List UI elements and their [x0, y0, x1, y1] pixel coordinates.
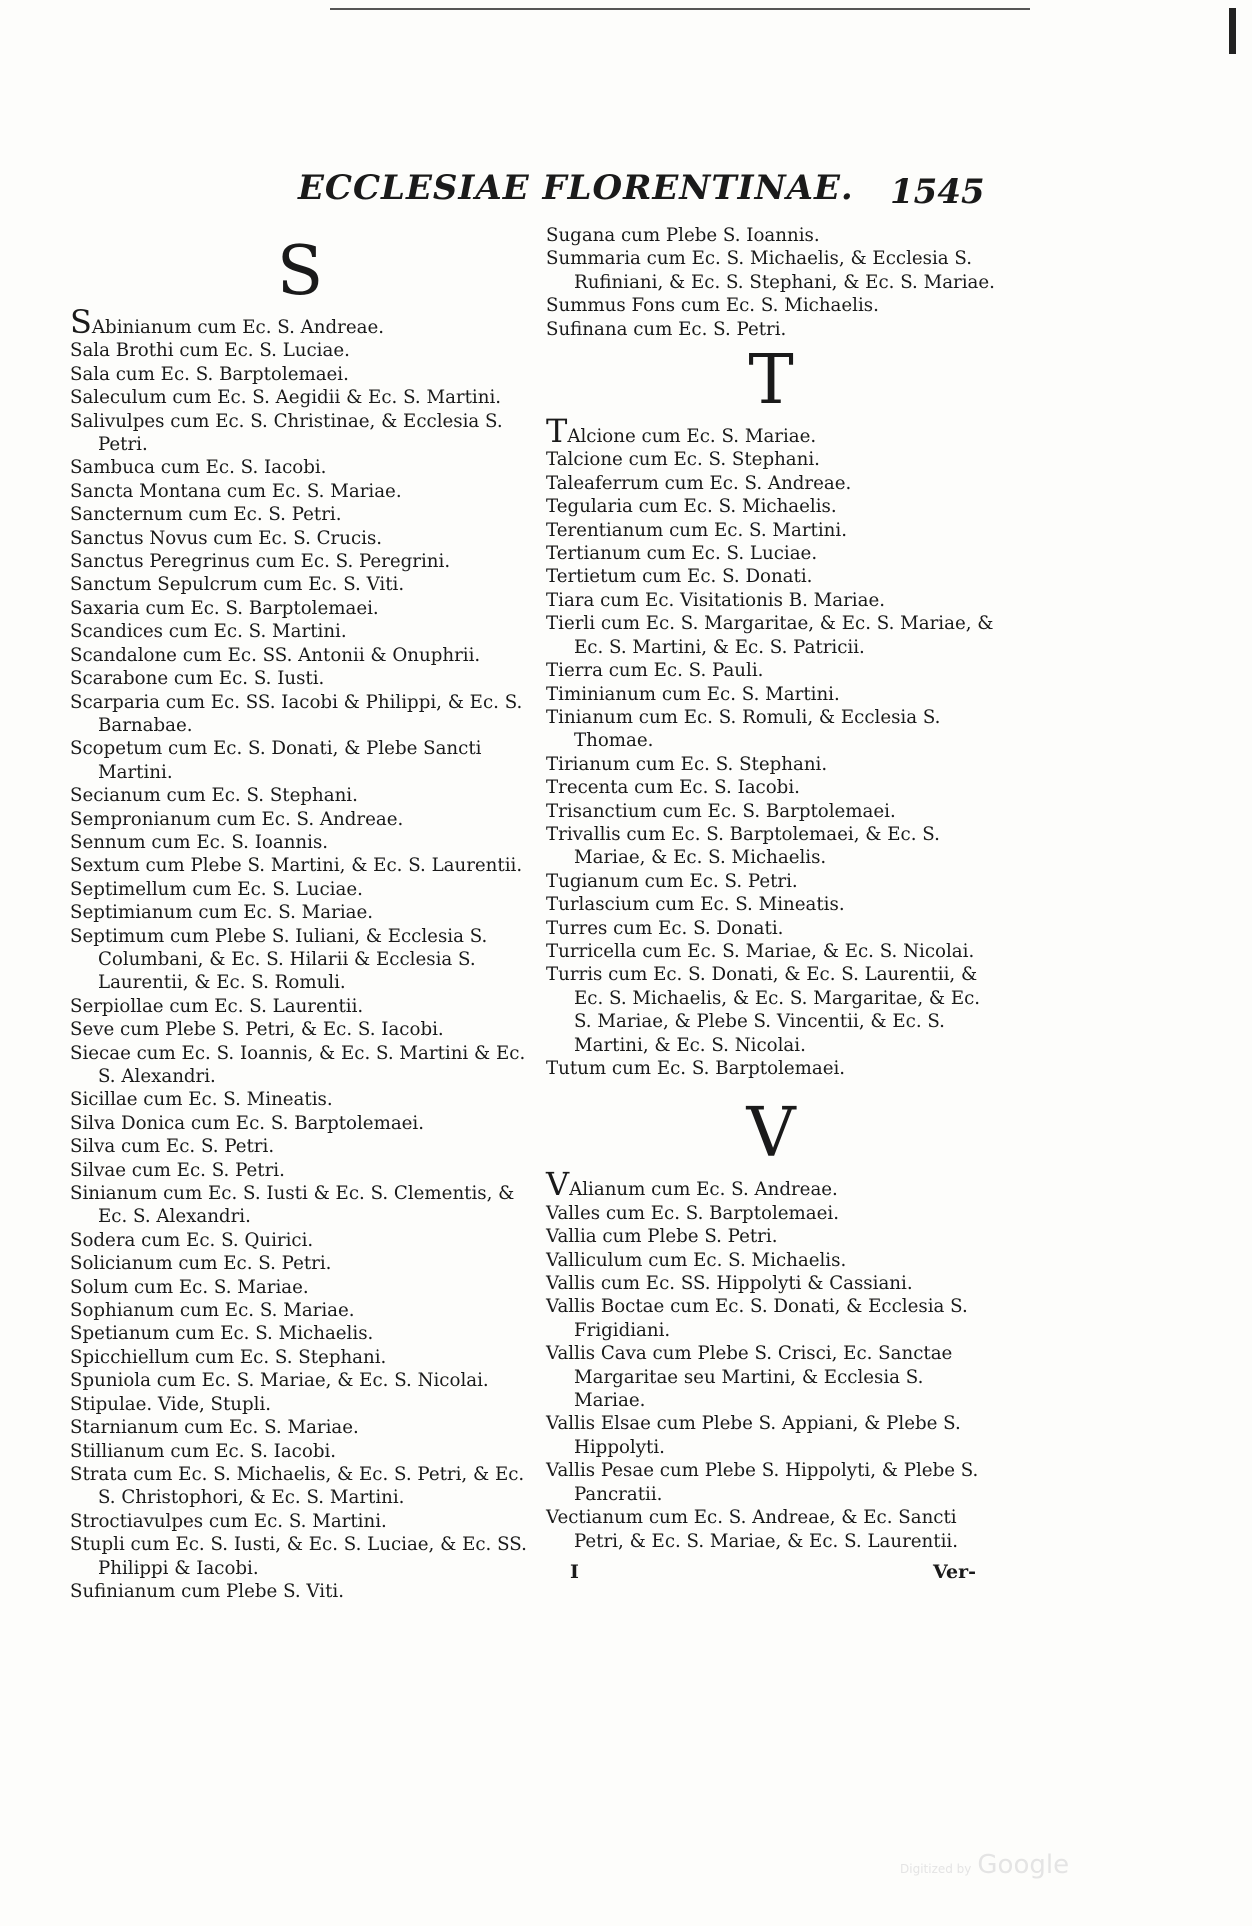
first-entry-v	[546, 1165, 996, 1204]
index-entry: Spicchiellum cum Ec. S. Stephani.	[70, 1346, 387, 1368]
first-entry-s	[70, 303, 530, 341]
index-entry: Tierra cum Ec. S. Pauli.	[546, 660, 764, 682]
index-entry: Solicianum cum Ec. S. Petri.	[70, 1253, 332, 1275]
digitized-watermark	[900, 1850, 1069, 1880]
left-column	[70, 232, 530, 1603]
initial-t: T	[546, 412, 568, 451]
watermark-brand: Google	[977, 1850, 1070, 1880]
catchword-line	[546, 1553, 996, 1584]
index-entry: Sennum cum Ec. S. Ioannis.	[70, 831, 329, 853]
index-entry: Sempronianum cum Ec. S. Andreae.	[70, 808, 404, 830]
index-entry: Sufinana cum Ec. S. Petri.	[546, 318, 787, 340]
index-entry: Vectianum cum Ec. S. Andreae, & Ec. Sancti Petri, & Ec. S. Mariae, & Ec. S. Laurentii.	[546, 1507, 958, 1552]
index-entry: Spuniola cum Ec. S. Mariae, & Ec. S. Nicolai.	[70, 1370, 489, 1392]
first-entry-text: Alcione cum Ec. S. Mariae.	[567, 426, 817, 448]
index-entry: Solum cum Ec. S. Mariae.	[70, 1276, 309, 1298]
index-entry: Septimum cum Plebe S. Iuliani, & Ecclesia S. Columbani, & Ec. S. Hilarii & Ecclesia S. Laurentii, & Ec. S. Romuli.	[70, 925, 488, 994]
index-entry: Scarabone cum Ec. S. Iusti.	[70, 668, 325, 690]
initial-s: S	[70, 303, 92, 341]
index-entry: Sancta Montana cum Ec. S. Mariae.	[70, 480, 402, 502]
index-entry: Vallis Cava cum Plebe S. Crisci, Ec. Sanctae Margaritae seu Martini, & Ecclesia S. Mariae.	[546, 1343, 953, 1412]
first-entry-t	[546, 412, 996, 451]
first-entry-text: Alianum cum Ec. S. Andreae.	[569, 1179, 838, 1201]
right-column	[546, 224, 996, 1584]
index-entry: Vallis Pesae cum Plebe S. Hippolyti, & Plebe S. Pancratii.	[546, 1460, 979, 1505]
index-entry: Stupli cum Ec. S. Iusti, & Ec. S. Luciae, & Ec. SS. Philippi & Iacobi.	[70, 1534, 527, 1579]
index-entry: Tegularia cum Ec. S. Michaelis.	[546, 496, 837, 518]
right-top-list	[546, 224, 996, 341]
index-entry: Saleculum cum Ec. S. Aegidii & Ec. S. Martini.	[70, 387, 502, 409]
index-entry: Sanctum Sepulcrum cum Ec. S. Viti.	[70, 574, 405, 596]
index-entry: Stipulae. Vide, Stupli.	[70, 1393, 272, 1415]
index-entry: Starnianum cum Ec. S. Mariae.	[70, 1417, 359, 1439]
index-entry: Talcione cum Ec. S. Stephani.	[546, 449, 820, 471]
index-entry: Strata cum Ec. S. Michaelis, & Ec. S. Petri, & Ec. S. Christophori, & Ec. S. Martini.	[70, 1463, 525, 1509]
section-letter-s: S	[276, 232, 324, 311]
index-entry: Tugianum cum Ec. S. Petri.	[546, 870, 798, 892]
initial-v: V	[546, 1165, 570, 1204]
index-entry: Scarparia cum Ec. SS. Iacobi & Philippi, & Ec. S. Barnabae.	[70, 691, 523, 736]
section-letter-t: T	[748, 341, 794, 421]
index-entry: Saxaria cum Ec. S. Barptolemaei.	[70, 597, 379, 619]
v-entry-list	[546, 1202, 996, 1553]
index-entry: Sala cum Ec. S. Barptolemaei.	[70, 363, 349, 385]
index-entry: Vallis cum Ec. SS. Hippolyti & Cassiani.	[546, 1273, 913, 1295]
running-title: ECCLESIAE FLORENTINAE.	[298, 168, 854, 208]
watermark-small-text: Digitized by	[900, 1862, 972, 1876]
index-entry: Sugana cum Plebe S. Ioannis.	[546, 225, 820, 246]
index-entry: Tiara cum Ec. Visitationis B. Mariae.	[546, 589, 886, 611]
index-entry: Sala Brothi cum Ec. S. Luciae.	[70, 340, 350, 362]
index-entry: Septimellum cum Ec. S. Luciae.	[70, 878, 363, 900]
index-entry: Sodera cum Ec. S. Quirici.	[70, 1229, 314, 1251]
first-entry-text: Abinianum cum Ec. S. Andreae.	[91, 317, 385, 338]
index-entry: Stroctiavulpes cum Ec. S. Martini.	[70, 1510, 387, 1532]
index-entry: Silva cum Ec. S. Petri.	[70, 1136, 275, 1158]
index-entry: Tutum cum Ec. S. Barptolemaei.	[546, 1058, 846, 1079]
top-edge-rule	[330, 8, 1030, 10]
index-entry: Taleaferrum cum Ec. S. Andreae.	[546, 472, 852, 494]
index-entry: Silvae cum Ec. S. Petri.	[70, 1159, 285, 1181]
index-entry: Turricella cum Ec. S. Mariae, & Ec. S. Nicolai.	[546, 940, 975, 962]
index-entry: Salivulpes cum Ec. S. Christinae, & Ecclesia S. Petri.	[70, 410, 503, 456]
index-entry: Sinianum cum Ec. S. Iusti & Ec. S. Clementis, & Ec. S. Alexandri.	[70, 1183, 515, 1228]
index-entry: Trecenta cum Ec. S. Iacobi.	[546, 777, 800, 799]
index-entry: Vallis Boctae cum Ec. S. Donati, & Ecclesia S. Frigidiani.	[546, 1296, 968, 1341]
index-entry: Turlascium cum Ec. S. Mineatis.	[546, 894, 845, 916]
index-entry: Turres cum Ec. S. Donati.	[546, 917, 784, 939]
index-entry: Seve cum Plebe S. Petri, & Ec. S. Iacobi.	[70, 1019, 444, 1041]
index-entry: Sanctus Novus cum Ec. S. Crucis.	[70, 527, 383, 549]
index-entry: Scandalone cum Ec. SS. Antonii & Onuphrii.	[70, 644, 481, 666]
catchword: Ver-	[933, 1560, 976, 1583]
index-entry: Vallis Elsae cum Plebe S. Appiani, & Plebe S. Hippolyti.	[546, 1413, 961, 1458]
index-entry: Trisanctium cum Ec. S. Barptolemaei.	[546, 800, 896, 822]
left-entry-list	[70, 339, 530, 1603]
index-entry: Siecae cum Ec. S. Ioannis, & Ec. S. Martini & Ec. S. Alexandri.	[70, 1042, 526, 1087]
index-entry: Tirianum cum Ec. S. Stephani.	[546, 753, 828, 775]
corner-mark	[1229, 8, 1236, 54]
index-entry: Tertietum cum Ec. S. Donati.	[546, 566, 813, 588]
index-entry: Valliculum cum Ec. S. Michaelis.	[546, 1249, 847, 1271]
index-entry: Sufinianum cum Plebe S. Viti.	[70, 1580, 344, 1602]
index-entry: Sanctus Peregrinus cum Ec. S. Peregrini.	[70, 551, 451, 573]
signature-mark: I	[570, 1560, 579, 1583]
index-entry: Tierli cum Ec. S. Margaritae, & Ec. S. Mariae, & Ec. S. Martini, & Ec. S. Patricii.	[546, 613, 994, 658]
index-entry: Serpiollae cum Ec. S. Laurentii.	[70, 995, 364, 1017]
index-entry: Tertianum cum Ec. S. Luciae.	[546, 543, 818, 565]
section-letter-v: V	[746, 1094, 796, 1174]
index-entry: Secianum cum Ec. S. Stephani.	[70, 785, 358, 807]
index-entry: Timinianum cum Ec. S. Martini.	[546, 683, 840, 705]
index-entry: Scandices cum Ec. S. Martini.	[70, 621, 347, 643]
index-entry: Scopetum cum Ec. S. Donati, & Plebe Sancti Martini.	[70, 738, 482, 783]
page-header	[0, 168, 1252, 218]
index-entry: Sophianum cum Ec. S. Mariae.	[70, 1300, 355, 1322]
index-entry: Summaria cum Ec. S. Michaelis, & Ecclesia S. Rufiniani, & Ec. S. Stephani, & Ec. S. Mariae.	[546, 248, 995, 293]
index-entry: Tinianum cum Ec. S. Romuli, & Ecclesia S. Thomae.	[546, 706, 941, 752]
index-entry: Sextum cum Plebe S. Martini, & Ec. S. Laurentii.	[70, 855, 523, 877]
index-entry: Stillianum cum Ec. S. Iacobi.	[70, 1440, 337, 1462]
index-entry: Silva Donica cum Ec. S. Barptolemaei.	[70, 1112, 425, 1134]
index-entry: Sambuca cum Ec. S. Iacobi.	[70, 457, 327, 479]
index-entry: Valles cum Ec. S. Barptolemaei.	[546, 1202, 839, 1224]
index-entry: Vallia cum Plebe S. Petri.	[546, 1226, 778, 1248]
page-number: 1545	[890, 172, 985, 212]
index-entry: Septimianum cum Ec. S. Mariae.	[70, 902, 374, 924]
index-entry: Sicillae cum Ec. S. Mineatis.	[70, 1089, 333, 1111]
index-entry: Spetianum cum Ec. S. Michaelis.	[70, 1323, 374, 1345]
index-entry: Summus Fons cum Ec. S. Michaelis.	[546, 295, 879, 317]
index-entry: Sancternum cum Ec. S. Petri.	[70, 504, 342, 526]
index-entry: Turris cum Ec. S. Donati, & Ec. S. Laurentii, & Ec. S. Michaelis, & Ec. S. Margaritae, & Ec. S. Mariae, & Plebe S. Vincentii, & Ec. S. Martini, & Ec. S. Nicolai.	[546, 964, 981, 1056]
t-entry-list	[546, 448, 996, 1080]
index-entry: Terentianum cum Ec. S. Martini.	[546, 519, 847, 541]
index-entry: Trivallis cum Ec. S. Barptolemaei, & Ec. S. Mariae, & Ec. S. Michaelis.	[546, 823, 940, 869]
